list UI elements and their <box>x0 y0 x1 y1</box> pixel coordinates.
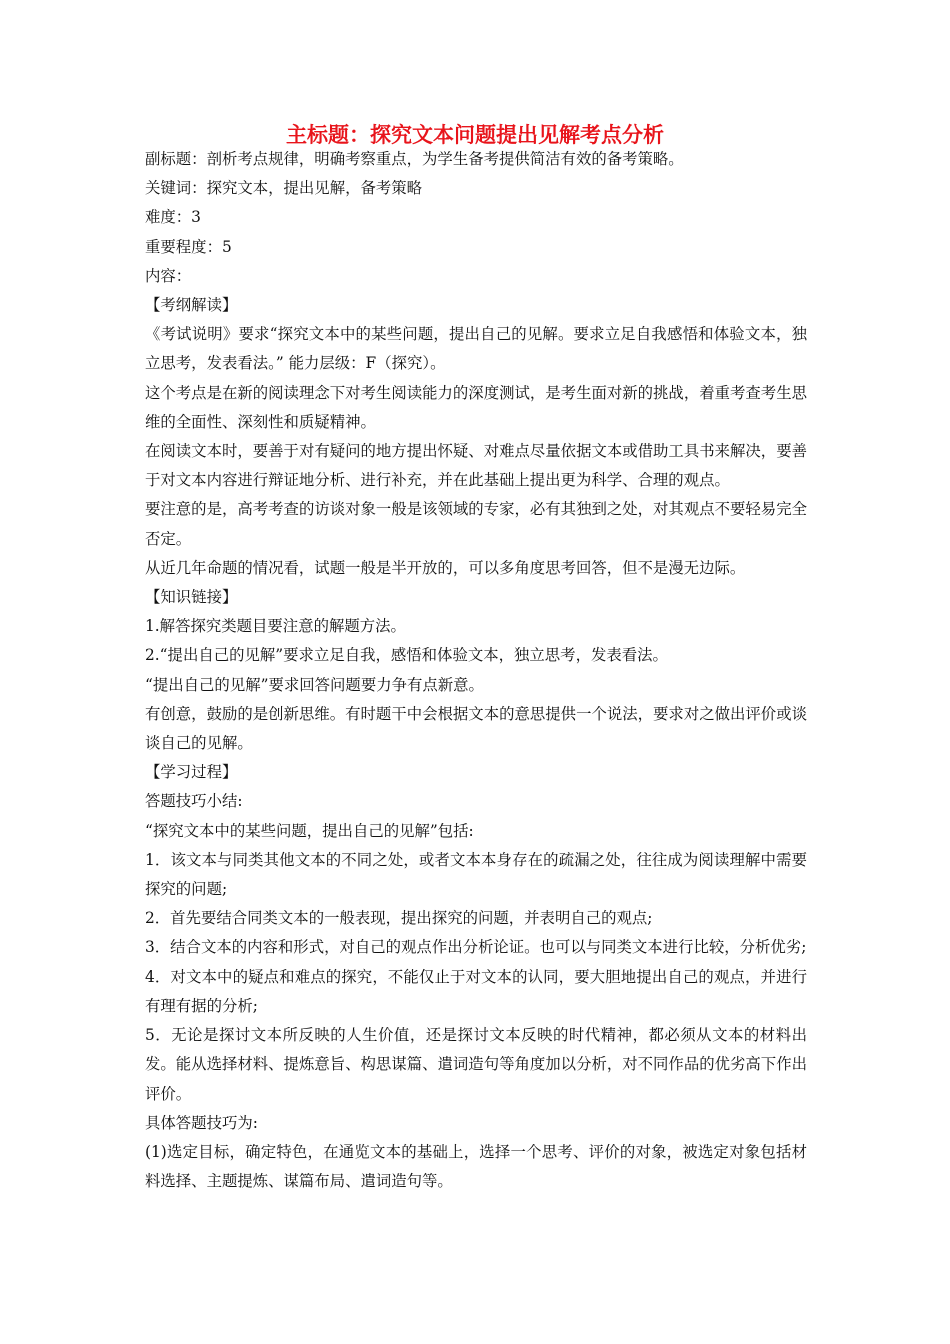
paragraph: 答题技巧小结: <box>145 792 243 811</box>
list-item: 3．结合文本的内容和形式，对自己的观点作出分析论证。也可以与同类文本进行比较，分析优劣; <box>145 938 807 957</box>
list-item: (1)选定目标，确定特色，在通览文本的基础上，选择一个思考、评价的对象，被选定对象包括材料选择、主题提炼、谋篇布局、遣词造句等。 <box>145 1142 807 1191</box>
list-item: 1．该文本与同类其他文本的不同之处，或者文本本身存在的疏漏之处，往往成为阅读理解中需要探究的问题; <box>145 850 807 899</box>
paragraph: 在阅读文本时，要善于对有疑问的地方提出怀疑、对难点尽量依据文本或借助工具书来解决，要善于对文本内容进行辩证地分析、进行补充，并在此基础上提出更为科学、合理的观点。 <box>145 442 807 490</box>
content-label: 内容： <box>145 266 192 285</box>
importance-line: 重要程度：5 <box>145 237 232 256</box>
paragraph: 有创意，鼓励的是创新思维。有时题干中会根据文本的意思提供一个说法，要求对之做出评价或谈谈自己的见解。 <box>145 704 807 753</box>
difficulty-line: 难度：3 <box>145 208 201 227</box>
main-title: 主标题：探究文本问题提出见解考点分析 <box>286 123 664 147</box>
paragraph: 1.解答探究类题目要注意的解题方法。 <box>145 617 406 636</box>
paragraph: 具体答题技巧为: <box>145 1113 258 1132</box>
section-heading-learning-process: 【学习过程】 <box>145 763 238 782</box>
subtitle-line: 副标题：剖析考点规律，明确考察重点，为学生备考提供简洁有效的备考策略。 <box>145 150 684 168</box>
list-item: 2．首先要结合同类文本的一般表现，提出探究的问题，并表明自己的观点; <box>145 909 653 928</box>
paragraph: 这个考点是在新的阅读理念下对考生阅读能力的深度测试，是考生面对新的挑战，着重考查考生思维的全面性、深刻性和质疑精神。 <box>145 383 807 431</box>
keywords-line: 关键词：探究文本，提出见解，备考策略 <box>145 179 423 198</box>
section-heading-exam-outline: 【考纲解读】 <box>145 296 238 315</box>
section-heading-knowledge-link: 【知识链接】 <box>145 588 238 607</box>
paragraph: 从近几年命题的情况看，试题一般是半开放的，可以多角度思考回答，但不是漫无边际。 <box>145 558 746 577</box>
paragraph: 要注意的是，高考考查的访谈对象一般是该领域的专家，必有其独到之处，对其观点不要轻易完全否定。 <box>145 500 807 548</box>
list-item: 4．对文本中的疑点和难点的探究，不能仅止于对文本的认同，要大胆地提出自己的观点，并进行有理有据的分析; <box>145 967 807 1015</box>
paragraph: “提出自己的见解”要求回答问题要力争有点新意。 <box>145 675 484 694</box>
list-item: 5．无论是探讨文本所反映的人生价值，还是探讨文本反映的时代精神，都必须从文本的材料出发。能从选择材料、提炼意旨、构思谋篇、遣词造句等角度加以分析，对不同作品的优劣高下作出评价。 <box>145 1026 807 1103</box>
paragraph: “探究文本中的某些问题，提出自己的见解”包括: <box>145 821 474 840</box>
paragraph: 2.“提出自己的见解”要求立足自我，感悟和体验文本，独立思考，发表看法。 <box>145 646 668 665</box>
paragraph: 《考试说明》要求“探究文本中的某些问题，提出自己的见解。要求立足自我感悟和体验文本，独立思考，发表看法。” 能力层级：F（探究）。 <box>145 325 807 373</box>
document-body <box>145 145 807 1196</box>
